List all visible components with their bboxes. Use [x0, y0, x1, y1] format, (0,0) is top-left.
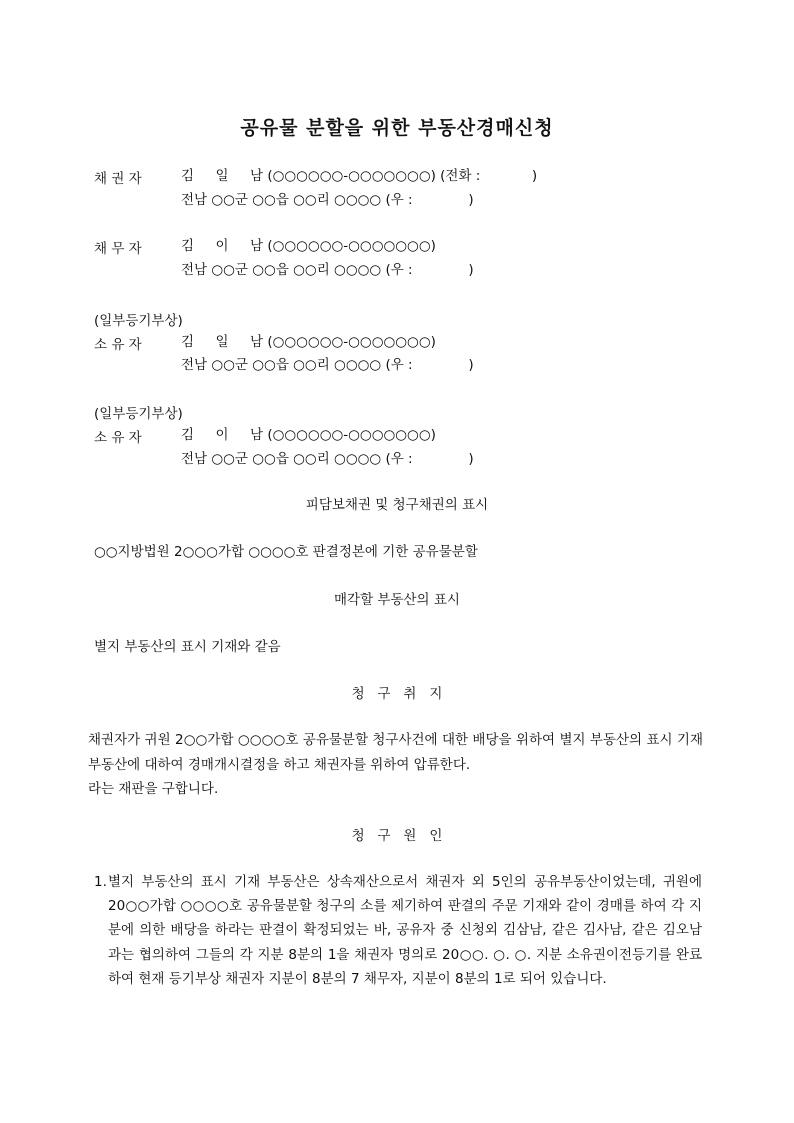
party-name-line: 김 일 남 (○○○○○○-○○○○○○○) — [181, 334, 436, 350]
party-address-line: 전남 ○○군 ○○읍 ○○리 ○○○○ (우 : ) — [181, 192, 474, 208]
claim-text: ○○지방법원 2○○○가합 ○○○○호 판결정본에 기한 공유물분할 — [94, 544, 478, 560]
purpose-heading: 청 구 취 지 — [351, 686, 443, 702]
party-name-line: 김 이 남 (○○○○○○-○○○○○○○) — [181, 238, 436, 254]
cause-heading: 청 구 원 인 — [351, 828, 443, 844]
party-name-line: 김 이 남 (○○○○○○-○○○○○○○) — [181, 427, 436, 443]
party-address-line: 전남 ○○군 ○○읍 ○○리 ○○○○ (우 : ) — [181, 262, 474, 278]
claim-heading: 피담보채권 및 청구채권의 표시 — [305, 497, 489, 513]
party-role: 소 유 자 — [94, 430, 142, 446]
party-role: 채 무 자 — [94, 241, 142, 257]
purpose-closing: 라는 재판을 구합니다. — [88, 781, 219, 797]
purpose-text: 채권자가 귀원 2○○가합 ○○○○호 공유물분할 청구사건에 대한 배당을 위하여 별지 부동산의 표시 기재 부동산에 대하여 경매개시결정을 하고 채권자를 위하여 압류한다. — [88, 732, 703, 773]
party-group-note: (일부등기부상) — [94, 313, 183, 329]
party-group-note: (일부등기부상) — [94, 406, 183, 422]
cause-item-text: 별지 부동산의 표시 기재 부동산은 상속재산으로서 채권자 외 5인의 공유부동산이었는데, 귀원에 20○○가합 ○○○○호 공유물분할 청구의 소를 제기하여 판결의 주문 기재와 같이 경매를 하여 각 지분에 의한 배당을 하라는 판결이 확정되었는 바, 공유자 중 신청외 김삼남, 같은 김사남, 같은 김오남과는 협의하여 그들의 각 지분 8분의 1을 채권자 명의로 20○○. ○. ○. 지분 소유권이전등기를 완료하여 현재 등기부상 채권자 지분이 8분의 7 채무자, 지분이 8분의 1로 되어 있습니다. — [108, 874, 702, 987]
party-address-line: 전남 ○○군 ○○읍 ○○리 ○○○○ (우 : ) — [181, 357, 474, 373]
party-role: 채 권 자 — [94, 171, 142, 187]
party-address-line: 전남 ○○군 ○○읍 ○○리 ○○○○ (우 : ) — [181, 451, 474, 467]
party-name-line: 김 일 남 (○○○○○○-○○○○○○○) (전화 : ) — [181, 168, 538, 184]
property-heading: 매각할 부동산의 표시 — [334, 592, 460, 608]
cause-item-number: 1. — [94, 874, 107, 890]
party-role: 소 유 자 — [94, 337, 142, 353]
cause-item — [94, 870, 702, 991]
document-title: 공유물 분할을 위한 부동산경매신청 — [240, 117, 554, 139]
property-text: 별지 부동산의 표시 기재와 같음 — [94, 639, 281, 655]
